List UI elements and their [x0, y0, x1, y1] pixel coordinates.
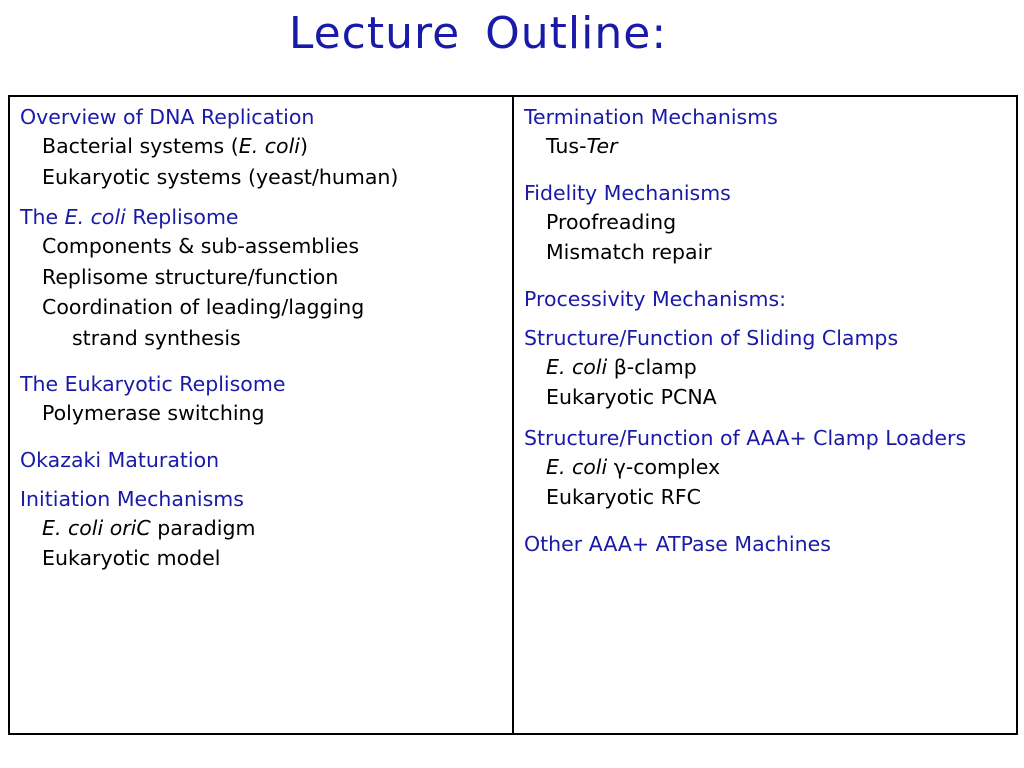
item-eukaryotic-model: Eukaryotic model [42, 546, 221, 570]
heading-fidelity-mechanisms: Fidelity Mechanisms [524, 180, 731, 205]
item-polymerase-switching: Polymerase switching [42, 401, 265, 425]
heading-termination-mechanisms: Termination Mechanisms [524, 105, 778, 129]
heading-okazaki-maturation: Okazaki Maturation [20, 447, 220, 472]
item-tus-ter: Tus-Ter [546, 134, 618, 158]
item-oric-paradigm: E. coli oriC paradigm [42, 515, 256, 540]
item-ecoli-gamma-complex: E. coli γ-complex [546, 454, 721, 479]
heading-overview-dna-replication: Overview of DNA Replication [20, 105, 315, 129]
item-eukaryotic-pcna: Eukaryotic PCNA [546, 385, 717, 409]
item-components: Components & sub-assemblies [42, 234, 359, 258]
item-proofreading: Proofreading [546, 209, 677, 234]
heading-other-aaa-atpase: Other AAA+ ATPase Machines [524, 531, 831, 556]
heading-eukaryotic-replisome: The Eukaryotic Replisome [20, 372, 286, 396]
heading-sliding-clamps: Structure/Function of Sliding Clamps [524, 325, 899, 350]
item-mismatch-repair: Mismatch repair [546, 240, 712, 264]
item-strand-synthesis: strand synthesis [72, 325, 241, 350]
item-coordination: Coordination of leading/lagging [42, 295, 365, 319]
right-outline-content [524, 104, 1006, 558]
page-title: Lecture Outline: [288, 8, 668, 59]
heading-initiation-mechanisms: Initiation Mechanisms [20, 486, 244, 511]
right-outline-panel [512, 95, 1018, 735]
item-eukaryotic-rfc: Eukaryotic RFC [546, 485, 701, 509]
item-ecoli-beta-clamp: E. coli β-clamp [546, 354, 697, 379]
heading-clamp-loaders: Structure/Function of AAA+ Clamp Loaders [524, 425, 967, 450]
left-outline-content [20, 104, 503, 574]
item-replisome-structure: Replisome structure/function [42, 264, 339, 289]
left-outline-panel [8, 95, 515, 735]
item-eukaryotic-systems: Eukaryotic systems (yeast/human) [42, 164, 399, 189]
item-bacterial-systems: Bacterial systems (E. coli) [42, 134, 308, 158]
heading-processivity-mechanisms: Processivity Mechanisms: [524, 286, 787, 311]
heading-ecoli-replisome: The E. coli Replisome [20, 205, 239, 229]
